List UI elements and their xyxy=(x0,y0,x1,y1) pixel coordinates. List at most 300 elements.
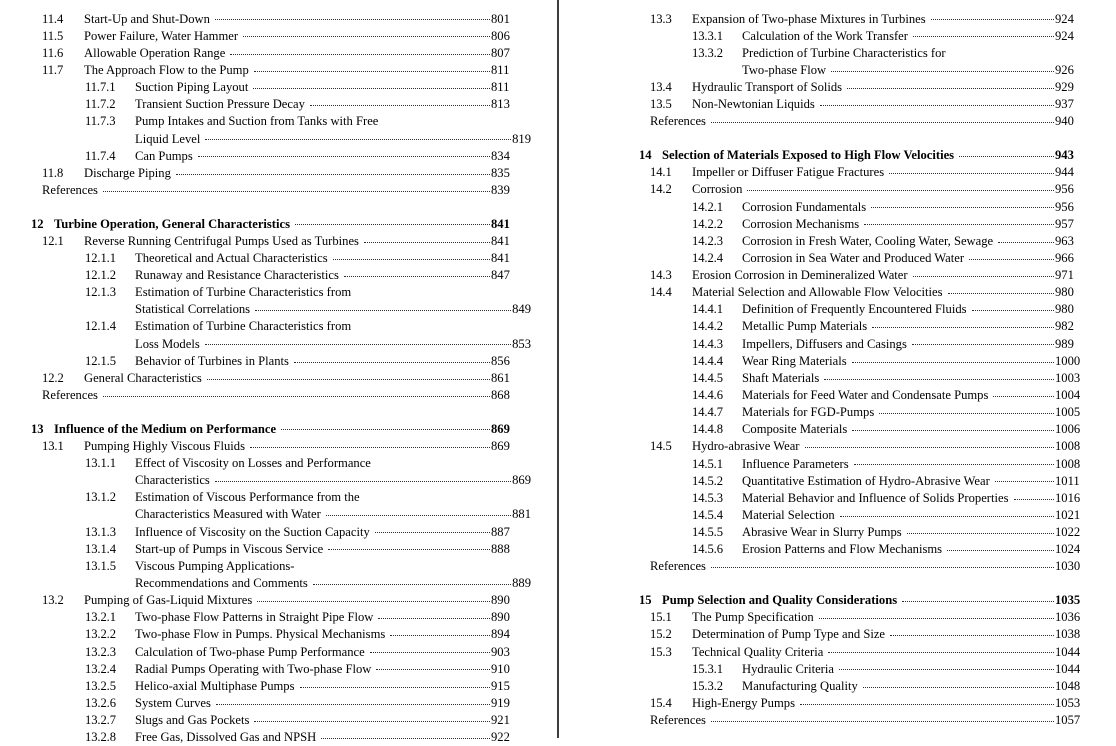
toc-entry-number: 13.3.2 xyxy=(692,45,723,60)
toc-entry[interactable] xyxy=(639,660,1099,677)
toc-dot-leader xyxy=(931,10,1054,23)
toc-entry[interactable] xyxy=(639,626,1099,643)
toc-entry[interactable] xyxy=(31,523,531,540)
toc-dot-leader xyxy=(103,181,490,194)
toc-page-number: 881 xyxy=(512,507,531,522)
toc-dot-leader xyxy=(840,506,1054,519)
toc-entry-number: 14.4.6 xyxy=(692,388,723,403)
toc-dot-leader xyxy=(321,729,490,742)
toc-entry-number: 14.1 xyxy=(650,165,672,180)
toc-entry-number: 14.5.6 xyxy=(692,542,723,557)
toc-entry-title: Slugs and Gas Pockets xyxy=(135,713,250,728)
toc-entry-title: Wear Ring Materials xyxy=(742,353,847,368)
toc-entry[interactable] xyxy=(31,626,531,643)
toc-entry[interactable] xyxy=(31,130,531,147)
toc-dot-leader xyxy=(326,506,511,519)
toc-page-number: 929 xyxy=(1055,80,1074,95)
toc-page-number: 869 xyxy=(491,421,510,436)
toc-page-number: 890 xyxy=(491,610,510,625)
toc-dot-leader xyxy=(889,164,1054,177)
toc-page-number: 856 xyxy=(491,353,510,368)
toc-entry-number: 13.2.7 xyxy=(85,713,116,728)
toc-page-number: 1003 xyxy=(1055,370,1081,385)
toc-entry[interactable] xyxy=(31,557,531,574)
toc-entry-title: Corrosion xyxy=(692,182,743,197)
toc-entry[interactable] xyxy=(31,711,531,728)
toc-entry-number: 11.4 xyxy=(42,11,64,26)
toc-page-number: 1021 xyxy=(1055,508,1081,523)
toc-entry-title: Technical Quality Criteria xyxy=(692,644,824,659)
toc-entry[interactable] xyxy=(31,677,531,694)
toc-dot-leader xyxy=(951,44,1054,57)
toc-entry[interactable] xyxy=(639,249,1099,266)
toc-entry-title: Material Selection and Allowable Flow Velocities xyxy=(692,285,943,300)
toc-page-number: 813 xyxy=(491,97,510,112)
toc-entry[interactable] xyxy=(639,438,1099,455)
toc-entry-title: Runaway and Resistance Characteristics xyxy=(135,268,339,283)
toc-entry-number: 11.7 xyxy=(42,63,64,78)
toc-entry-number: 14.5 xyxy=(650,439,672,454)
toc-entry[interactable] xyxy=(639,609,1099,626)
toc-entry-number: 14.5.4 xyxy=(692,508,723,523)
toc-dot-leader xyxy=(998,232,1054,245)
toc-entry-number: 11.7.4 xyxy=(85,148,116,163)
toc-entry[interactable] xyxy=(639,284,1099,301)
toc-entry[interactable] xyxy=(639,198,1099,215)
toc-page-number: 924 xyxy=(1055,28,1074,43)
toc-entry-title: Transient Suction Pressure Decay xyxy=(135,97,305,112)
toc-dot-leader xyxy=(205,335,511,348)
toc-entry-number: 13.1.5 xyxy=(85,558,116,573)
toc-dot-leader xyxy=(313,574,511,587)
toc-dot-leader xyxy=(890,626,1054,639)
toc-page-number: 903 xyxy=(491,644,510,659)
toc-entry[interactable] xyxy=(31,437,531,454)
toc-dot-leader xyxy=(257,592,490,605)
toc-entry-title: Influence Parameters xyxy=(742,456,849,471)
toc-entry[interactable] xyxy=(31,113,531,130)
toc-entry[interactable] xyxy=(639,44,1099,61)
toc-page-number: 1006 xyxy=(1055,422,1081,437)
toc-page-number: 811 xyxy=(491,63,510,78)
toc-references-entry[interactable] xyxy=(639,711,1099,728)
toc-page-number: 971 xyxy=(1055,268,1074,283)
toc-page-number: 926 xyxy=(1055,63,1074,78)
toc-entry[interactable] xyxy=(31,147,531,164)
toc-entry[interactable] xyxy=(31,27,531,44)
toc-entry-number: 14.4.3 xyxy=(692,336,723,351)
toc-entry[interactable] xyxy=(639,232,1099,249)
toc-entry[interactable] xyxy=(639,164,1099,181)
toc-entry[interactable] xyxy=(31,660,531,677)
toc-page-number: 819 xyxy=(512,131,531,146)
toc-entry-number: 13.1.4 xyxy=(85,541,116,556)
toc-entry-number: 15.1 xyxy=(650,610,672,625)
toc-references-entry[interactable] xyxy=(639,113,1099,130)
toc-entry[interactable] xyxy=(639,335,1099,352)
toc-entry-title: Estimation of Turbine Characteristics from xyxy=(135,285,352,300)
toc-page-number: 861 xyxy=(491,370,510,385)
toc-entry-title: Two-phase Flow in Pumps. Physical Mechanisms xyxy=(135,627,386,642)
toc-page-number: 835 xyxy=(491,165,510,180)
toc-dot-leader xyxy=(364,232,490,245)
toc-dot-leader xyxy=(243,27,490,40)
toc-entry[interactable] xyxy=(31,506,531,523)
toc-entry-number: 14.2 xyxy=(650,182,672,197)
toc-entry-number: 13.2.8 xyxy=(85,730,116,745)
toc-dot-leader xyxy=(852,421,1054,434)
toc-page-number: 1024 xyxy=(1055,542,1081,557)
toc-entry-number: 15.3.1 xyxy=(692,661,723,676)
toc-dot-leader xyxy=(333,249,490,262)
toc-entry-number: 12.1.1 xyxy=(85,250,116,265)
toc-dot-leader xyxy=(255,301,511,314)
toc-dot-leader xyxy=(375,523,490,536)
toc-entry-title: Theoretical and Actual Characteristics xyxy=(135,250,328,265)
toc-page-number: 889 xyxy=(512,575,531,590)
section-spacer xyxy=(639,575,1099,592)
toc-entry[interactable] xyxy=(31,335,531,352)
toc-entry-number: 14.3 xyxy=(650,268,672,283)
toc-dot-leader xyxy=(230,44,490,57)
toc-entry-title: Can Pumps xyxy=(135,148,193,163)
toc-entry[interactable] xyxy=(31,574,531,591)
toc-dot-leader xyxy=(805,438,1054,451)
toc-page-number: 924 xyxy=(1055,11,1074,26)
toc-page-number: 1000 xyxy=(1055,353,1081,368)
toc-page-number: 980 xyxy=(1055,302,1074,317)
toc-entry-title: Pumping Highly Viscous Fluids xyxy=(84,438,246,453)
toc-entry-number: 13.5 xyxy=(650,97,672,112)
toc-dot-leader xyxy=(215,10,490,23)
toc-entry-number: 13.2.2 xyxy=(85,627,116,642)
toc-entry-title: Quantitative Estimation of Hydro-Abrasive Wear xyxy=(742,473,990,488)
section-spacer xyxy=(31,199,531,216)
toc-page-number: 869 xyxy=(512,473,531,488)
toc-entry-number: 12 xyxy=(31,216,44,231)
toc-page-number: 1057 xyxy=(1055,713,1081,728)
toc-page-number: 841 xyxy=(491,250,510,265)
toc-dot-leader xyxy=(820,96,1054,109)
toc-entry-title: Two-phase Flow Patterns in Straight Pipe Flow xyxy=(135,610,374,625)
toc-entry[interactable] xyxy=(31,420,531,437)
toc-entry[interactable] xyxy=(639,421,1099,438)
toc-dot-leader xyxy=(913,27,1054,40)
toc-references-entry[interactable] xyxy=(31,386,531,403)
toc-entry-number: 15.2 xyxy=(650,627,672,642)
toc-entry[interactable] xyxy=(31,61,531,78)
toc-entry-title: Influence of Viscosity on the Suction Capacity xyxy=(135,524,370,539)
toc-entry-number: 13.3.1 xyxy=(692,28,723,43)
toc-entry-title: Corrosion in Fresh Water, Cooling Water, Sewage xyxy=(742,233,994,248)
toc-entry-number: 15.3.2 xyxy=(692,678,723,693)
toc-dot-leader xyxy=(828,643,1054,656)
toc-page-number: 919 xyxy=(491,695,510,710)
toc-dot-leader xyxy=(294,352,490,365)
toc-entry-title: Reverse Running Centrifugal Pumps Used as Turbines xyxy=(84,233,359,248)
toc-entry[interactable] xyxy=(639,266,1099,283)
toc-dot-leader xyxy=(176,164,490,177)
toc-page-number: 1048 xyxy=(1055,678,1081,693)
toc-page-number: 943 xyxy=(1055,148,1074,163)
toc-dot-leader xyxy=(378,609,490,622)
toc-dot-leader xyxy=(299,557,490,570)
toc-entry[interactable] xyxy=(639,506,1099,523)
toc-entry[interactable] xyxy=(31,540,531,557)
toc-entry[interactable] xyxy=(639,146,1099,163)
toc-entry-number: 13.2.4 xyxy=(85,661,116,676)
toc-dot-leader xyxy=(831,61,1054,74)
toc-entry-title: Estimation of Viscous Performance from the xyxy=(135,490,360,505)
toc-entry[interactable] xyxy=(31,10,531,27)
toc-entry-number: 14.5.3 xyxy=(692,490,723,505)
toc-page-number: 1053 xyxy=(1055,695,1081,710)
toc-entry[interactable] xyxy=(639,455,1099,472)
toc-dot-leader xyxy=(847,79,1054,92)
toc-entry[interactable] xyxy=(31,369,531,386)
toc-page-number: 811 xyxy=(491,80,510,95)
toc-page-number: 1044 xyxy=(1055,661,1081,676)
column-divider xyxy=(557,0,559,738)
toc-entry[interactable] xyxy=(639,61,1099,78)
toc-entry[interactable] xyxy=(31,609,531,626)
toc-entry[interactable] xyxy=(31,215,531,232)
toc-entry[interactable] xyxy=(31,489,531,506)
toc-entry[interactable] xyxy=(639,677,1099,694)
toc-entry-title: Characteristics xyxy=(135,473,210,488)
toc-entry-title: Material Behavior and Influence of Solids Properties xyxy=(742,490,1009,505)
toc-page-number: 1038 xyxy=(1055,627,1081,642)
toc-entry-title: Calculation of Two-phase Pump Performance xyxy=(135,644,365,659)
toc-entry[interactable] xyxy=(31,79,531,96)
toc-dot-leader xyxy=(972,301,1054,314)
toc-entry-title: Characteristics Measured with Water xyxy=(135,507,321,522)
toc-entry[interactable] xyxy=(639,369,1099,386)
toc-page-number: 887 xyxy=(491,524,510,539)
toc-entry[interactable] xyxy=(639,79,1099,96)
toc-page-number: 1030 xyxy=(1055,559,1081,574)
toc-page-number: 806 xyxy=(491,28,510,43)
toc-entry-number: 13.2.6 xyxy=(85,695,116,710)
toc-page-number: 989 xyxy=(1055,336,1074,351)
toc-entry[interactable] xyxy=(639,524,1099,541)
toc-entry-number: 14.4.2 xyxy=(692,319,723,334)
toc-entry[interactable] xyxy=(639,643,1099,660)
toc-entry-number: 13 xyxy=(31,421,44,436)
toc-entry-number: 13.2.3 xyxy=(85,644,116,659)
toc-dot-leader xyxy=(370,643,490,656)
toc-entry[interactable] xyxy=(31,266,531,283)
toc-dot-leader xyxy=(253,79,490,92)
toc-entry[interactable] xyxy=(31,454,531,471)
toc-entry-title: Pumping of Gas-Liquid Mixtures xyxy=(84,593,253,608)
toc-entry[interactable] xyxy=(639,592,1099,609)
toc-entry-number: 12.2 xyxy=(42,370,64,385)
toc-entry[interactable] xyxy=(639,27,1099,44)
toc-entry[interactable] xyxy=(31,249,531,266)
toc-dot-leader xyxy=(947,541,1054,554)
toc-entry[interactable] xyxy=(31,694,531,711)
toc-entry-title: Radial Pumps Operating with Two-phase Flow xyxy=(135,661,372,676)
toc-entry-title: Hydraulic Criteria xyxy=(742,661,834,676)
toc-entry-title: Corrosion Mechanisms xyxy=(742,216,860,231)
toc-entry[interactable] xyxy=(639,301,1099,318)
toc-entry-number: 13.1 xyxy=(42,438,64,453)
toc-dot-leader xyxy=(852,352,1054,365)
toc-entry[interactable] xyxy=(639,10,1099,27)
toc-entry[interactable] xyxy=(639,386,1099,403)
toc-page-number: 963 xyxy=(1055,233,1074,248)
toc-entry[interactable] xyxy=(639,96,1099,113)
toc-column-left xyxy=(31,10,531,746)
toc-entry-title: References xyxy=(42,388,98,403)
toc-entry-number: 14.5.1 xyxy=(692,456,723,471)
toc-entry[interactable] xyxy=(31,592,531,609)
toc-dot-leader xyxy=(711,558,1054,571)
toc-page-number: 910 xyxy=(491,661,510,676)
toc-entry[interactable] xyxy=(639,404,1099,421)
toc-dot-leader xyxy=(254,61,490,74)
toc-entry[interactable] xyxy=(639,489,1099,506)
toc-entry-title: References xyxy=(650,559,706,574)
toc-entry-number: 14.4.5 xyxy=(692,370,723,385)
toc-dot-leader xyxy=(959,146,1054,159)
toc-entry-title: Influence of the Medium on Performance xyxy=(54,421,277,436)
toc-dot-leader xyxy=(344,266,490,279)
toc-dot-leader xyxy=(839,660,1054,673)
toc-entry-number: 13.1.3 xyxy=(85,524,116,539)
toc-entry-title: Materials for Feed Water and Condensate Pumps xyxy=(742,388,989,403)
toc-page-number: 807 xyxy=(491,45,510,60)
toc-entry-number: 13.4 xyxy=(650,80,672,95)
toc-dot-leader xyxy=(747,181,1054,194)
toc-entry-number: 14 xyxy=(639,148,652,163)
toc-entry-title: Abrasive Wear in Slurry Pumps xyxy=(742,525,902,540)
toc-dot-leader xyxy=(948,284,1054,297)
toc-entry[interactable] xyxy=(31,318,531,335)
toc-entry-title: Pump Selection and Quality Considerations xyxy=(662,593,898,608)
toc-page-number: 966 xyxy=(1055,250,1074,265)
toc-entry[interactable] xyxy=(31,643,531,660)
toc-page-number: 1004 xyxy=(1055,388,1081,403)
toc-references-entry[interactable] xyxy=(31,181,531,198)
toc-entry-title: Prediction of Turbine Characteristics for xyxy=(742,45,946,60)
toc-entry-title: Statistical Correlations xyxy=(135,302,251,317)
toc-entry-title: Liquid Level xyxy=(135,131,201,146)
toc-entry-number: 13.1.1 xyxy=(85,455,116,470)
toc-entry[interactable] xyxy=(31,284,531,301)
toc-dot-leader xyxy=(995,472,1054,485)
toc-dot-leader xyxy=(250,437,490,450)
toc-entry-title: The Pump Specification xyxy=(692,610,814,625)
toc-column-right xyxy=(639,10,1099,729)
toc-entry-title: Two-phase Flow xyxy=(742,63,827,78)
toc-dot-leader xyxy=(879,404,1054,417)
toc-entry-title: Shaft Materials xyxy=(742,370,820,385)
toc-entry[interactable] xyxy=(31,96,531,113)
toc-entry[interactable] xyxy=(31,352,531,369)
toc-entry[interactable] xyxy=(639,472,1099,489)
toc-entry[interactable] xyxy=(639,541,1099,558)
toc-entry-title: Erosion Patterns and Flow Mechanisms xyxy=(742,542,943,557)
toc-entry[interactable] xyxy=(639,318,1099,335)
toc-entry-number: 14.2.1 xyxy=(692,199,723,214)
toc-entry-number: 14.4.1 xyxy=(692,302,723,317)
toc-dot-leader xyxy=(207,369,490,382)
toc-entry-number: 12.1.2 xyxy=(85,268,116,283)
toc-page-number: 980 xyxy=(1055,285,1074,300)
toc-page-number: 1016 xyxy=(1055,490,1081,505)
toc-entry-title: Viscous Pumping Applications- xyxy=(135,558,295,573)
toc-entry-number: 12.1 xyxy=(42,233,64,248)
toc-entry-title: References xyxy=(42,183,98,197)
toc-entry-title: Start-Up and Shut-Down xyxy=(84,11,210,26)
toc-entry[interactable] xyxy=(639,181,1099,198)
toc-dot-leader xyxy=(863,677,1054,690)
toc-entry[interactable] xyxy=(31,472,531,489)
toc-dot-leader xyxy=(912,335,1054,348)
toc-dot-leader xyxy=(295,215,490,228)
toc-dot-leader xyxy=(376,660,490,673)
toc-entry-number: 13.1.2 xyxy=(85,490,116,505)
toc-dot-leader xyxy=(902,592,1054,605)
toc-page-number: 1035 xyxy=(1055,593,1081,608)
toc-dot-leader xyxy=(711,711,1054,724)
toc-entry-number: 14.4 xyxy=(650,285,672,300)
toc-entry[interactable] xyxy=(639,215,1099,232)
toc-dot-leader xyxy=(993,386,1054,399)
toc-dot-leader xyxy=(328,540,490,553)
toc-dot-leader xyxy=(969,249,1054,262)
toc-page-number: 956 xyxy=(1055,199,1074,214)
toc-entry-title: Corrosion Fundamentals xyxy=(742,199,867,214)
toc-entry[interactable] xyxy=(639,694,1099,711)
toc-page-number: 890 xyxy=(491,593,510,608)
toc-entry-title: Free Gas, Dissolved Gas and NPSH xyxy=(135,730,317,745)
toc-entry-title: Calculation of the Work Transfer xyxy=(742,28,908,43)
toc-entry-title: General Characteristics xyxy=(84,370,202,385)
toc-entry[interactable] xyxy=(31,729,531,746)
toc-entry-number: 12.1.3 xyxy=(85,285,116,300)
toc-entry-title: Impellers, Diffusers and Casings xyxy=(742,336,907,351)
toc-entry-title: Impeller or Diffuser Fatigue Fractures xyxy=(692,165,885,180)
toc-entry[interactable] xyxy=(31,301,531,318)
section-spacer xyxy=(31,404,531,421)
toc-entry-number: 14.2.2 xyxy=(692,216,723,231)
toc-entry[interactable] xyxy=(31,232,531,249)
toc-dot-leader xyxy=(1014,489,1055,502)
toc-entry-title: Hydraulic Transport of Solids xyxy=(692,80,843,95)
toc-dot-leader xyxy=(254,711,490,724)
toc-entry[interactable] xyxy=(31,44,531,61)
toc-entry[interactable] xyxy=(639,352,1099,369)
toc-dot-leader xyxy=(390,626,490,639)
toc-dot-leader xyxy=(871,198,1054,211)
toc-entry[interactable] xyxy=(31,164,531,181)
toc-dot-leader xyxy=(216,694,490,707)
toc-references-entry[interactable] xyxy=(639,558,1099,575)
toc-entry-title: Pump Intakes and Suction from Tanks with Free xyxy=(135,114,379,129)
toc-page-number: 956 xyxy=(1055,182,1074,197)
toc-entry-number: 12.1.5 xyxy=(85,353,116,368)
toc-entry-number: 11.5 xyxy=(42,28,64,43)
toc-page-number: 921 xyxy=(491,713,510,728)
toc-entry-title: Effect of Viscosity on Losses and Performance xyxy=(135,455,371,470)
toc-entry-title: Composite Materials xyxy=(742,422,848,437)
toc-entry-title: Non-Newtonian Liquids xyxy=(692,97,815,112)
toc-entry-title: Metallic Pump Materials xyxy=(742,319,868,334)
toc-entry-number: 14.2.3 xyxy=(692,233,723,248)
